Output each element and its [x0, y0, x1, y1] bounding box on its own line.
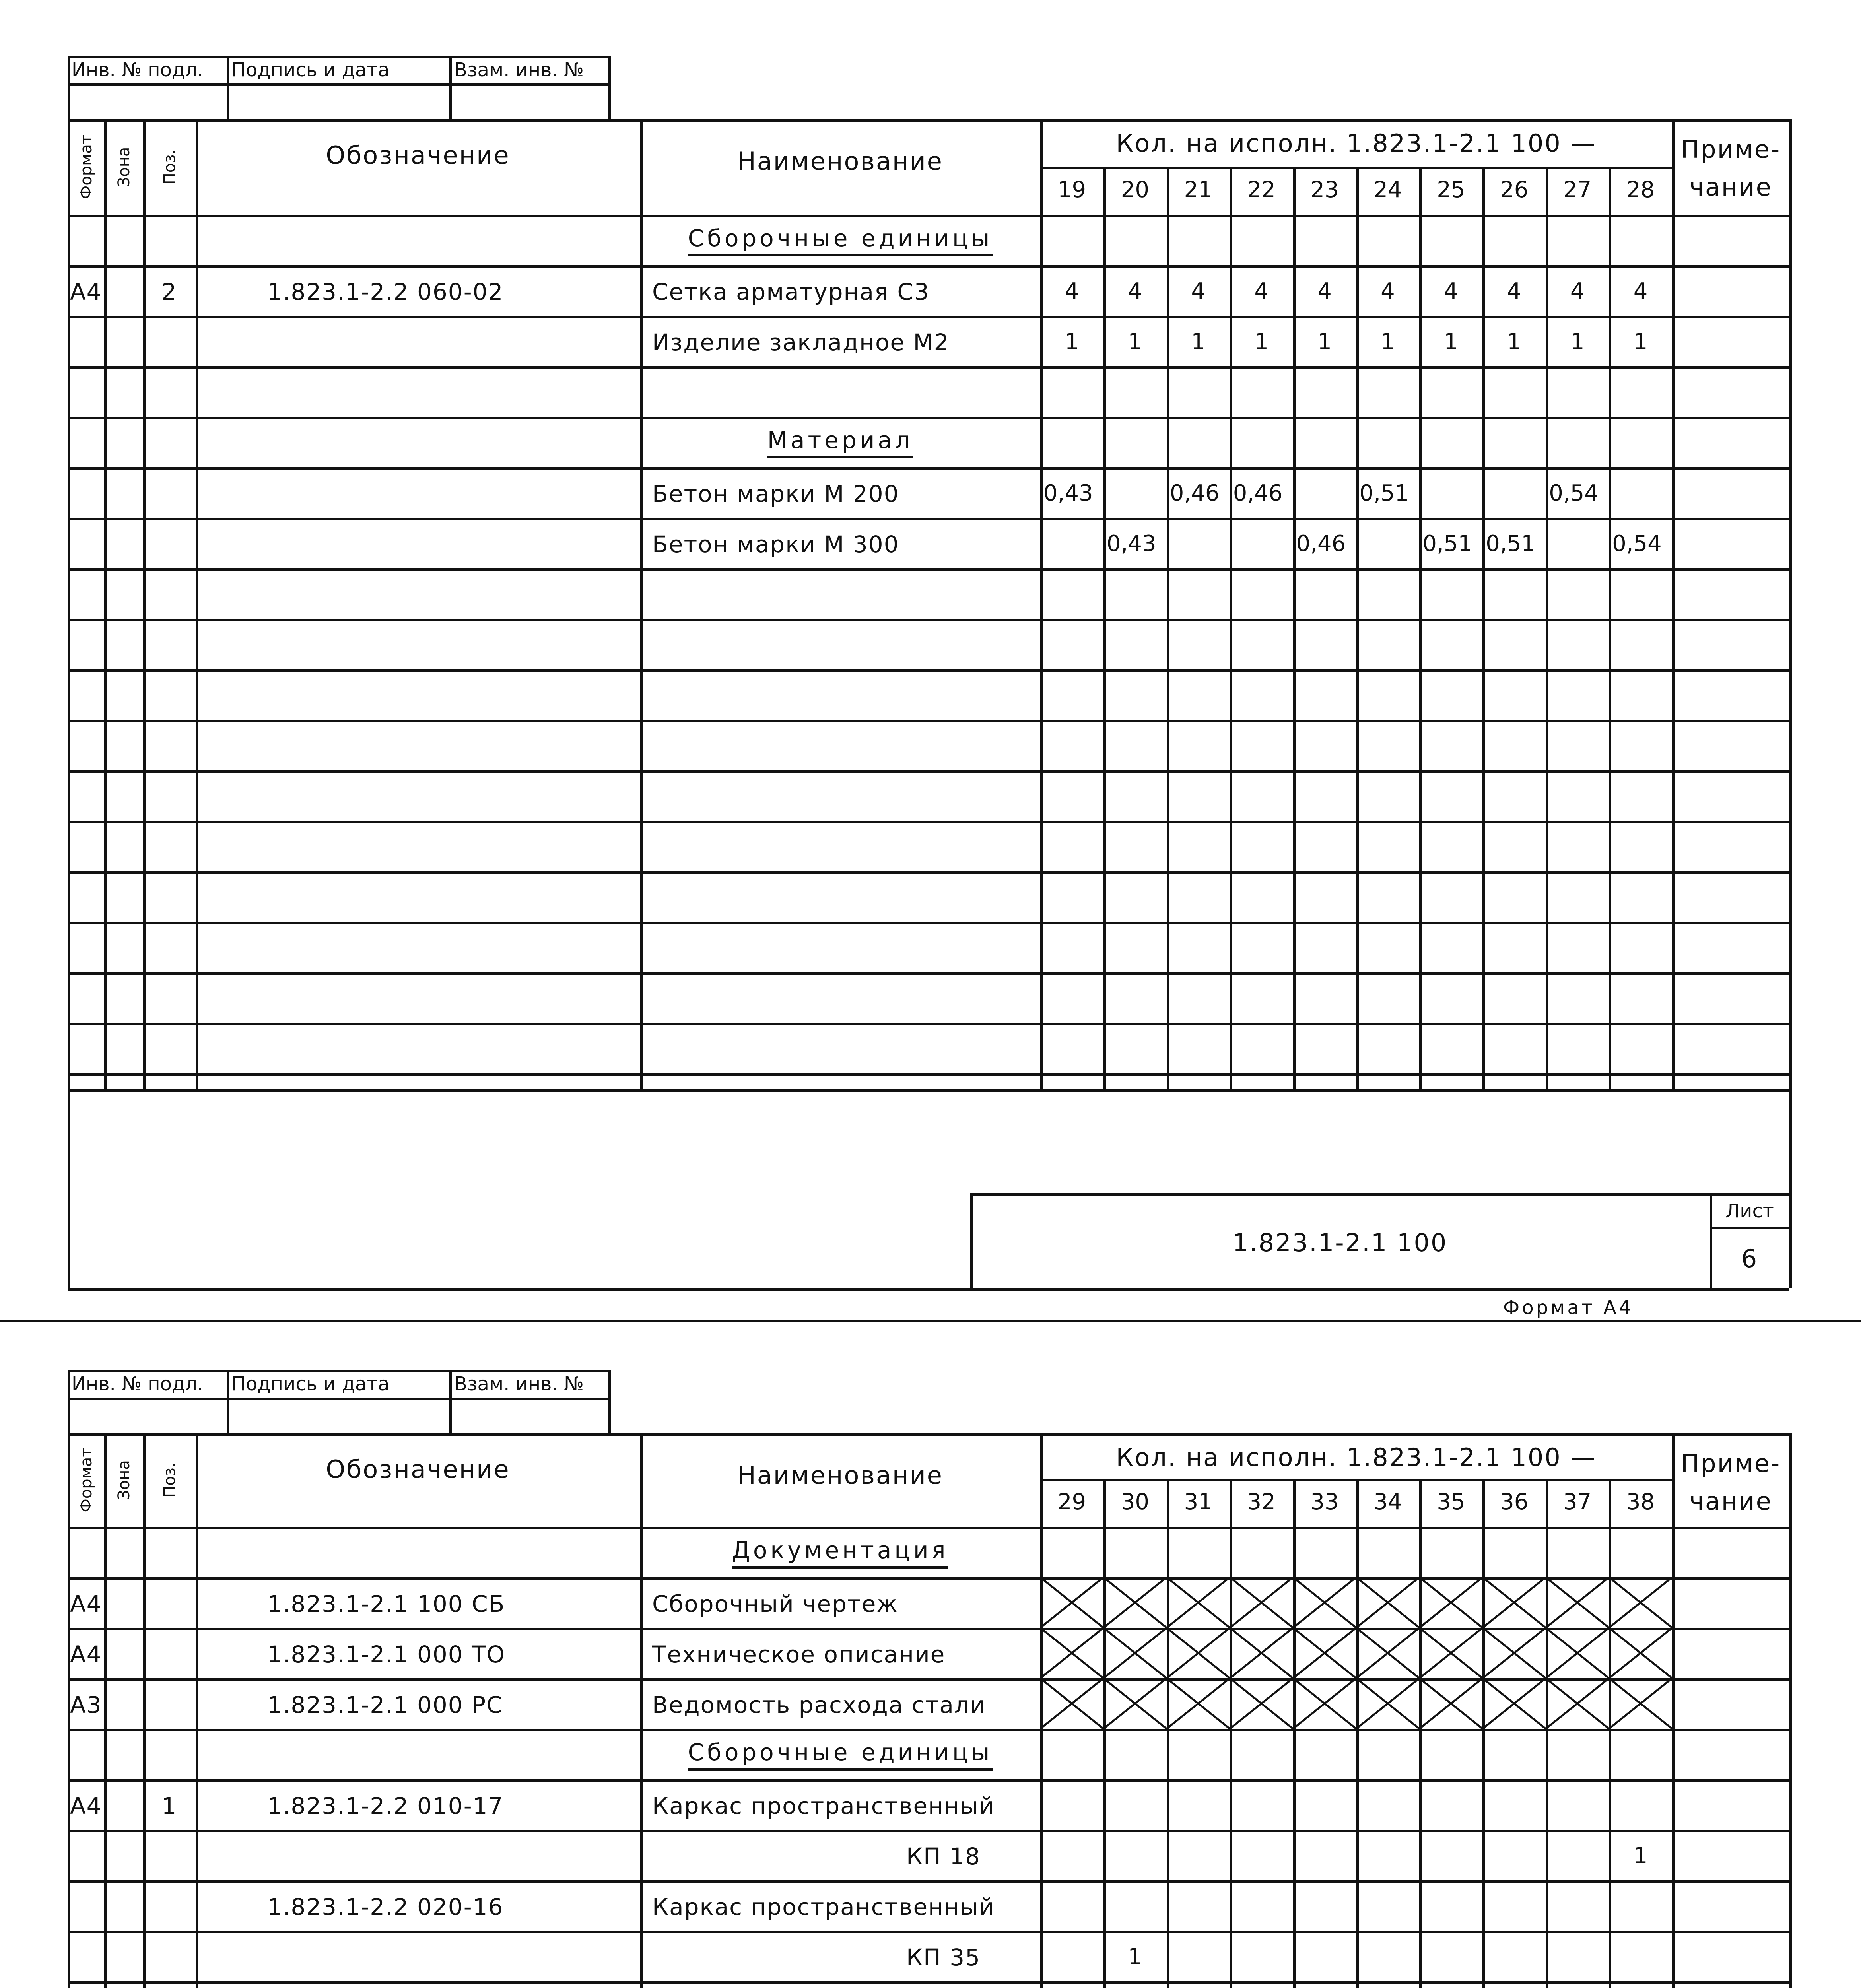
quantity-cell: 4 — [1633, 278, 1648, 304]
quantity-column-divider — [1356, 167, 1359, 1089]
quantity-cell: 1 — [1633, 329, 1648, 355]
zona-column-header: Зона — [115, 147, 133, 187]
quantity-cell: 0,51 — [1486, 531, 1535, 557]
quantity-cell: 0,54 — [1612, 531, 1662, 557]
table-row-rule — [68, 518, 1789, 520]
quantity-column-divider — [1167, 1479, 1169, 1988]
row-designation: 1.823.1-2.1 100 СБ — [267, 1590, 505, 1617]
quantity-cell: 0,51 — [1422, 531, 1472, 557]
row-name: Каркас пространственный — [652, 1792, 995, 1819]
quantity-column-divider — [1609, 1479, 1611, 1988]
execution-number-26: 26 — [1500, 177, 1529, 203]
oboznachenie-column-header: Обозначение — [326, 141, 510, 170]
quantity-cell: 4 — [1065, 278, 1079, 304]
quantity-cell: 4 — [1317, 278, 1332, 304]
podpis-data-label: Подпись и дата — [231, 1373, 390, 1395]
execution-number-28: 28 — [1626, 177, 1655, 203]
row-designation: 1.823.1-2.1 000 ТО — [267, 1641, 506, 1668]
row-name: Техническое описание — [652, 1641, 946, 1668]
primechanie-column-header: Приме- — [1680, 135, 1781, 164]
row-designation: 1.823.1-2.2 020-16 — [267, 1893, 504, 1920]
list-box-rule — [1710, 1227, 1789, 1229]
revision-block-border — [68, 56, 608, 58]
row-name: Сборочный чертеж — [652, 1590, 898, 1617]
quantity-cell: 1 — [1570, 329, 1585, 355]
execution-number-20: 20 — [1121, 177, 1149, 203]
table-row-rule — [68, 316, 1789, 318]
section-heading-text: Материал — [767, 427, 913, 458]
row-position: 1 — [161, 1792, 177, 1819]
quantity-cell: 1 — [1633, 1843, 1648, 1869]
row-name: Сетка арматурная С3 — [652, 278, 930, 305]
column-divider — [1040, 119, 1043, 1089]
kol-column-header: Кол. на исполн. 1.823.1-2.1 100 — — [1116, 1443, 1597, 1472]
execution-number-19: 19 — [1057, 177, 1086, 203]
quantity-cell: 1 — [1128, 1944, 1142, 1970]
revision-block-rule — [68, 83, 608, 86]
quantity-cell: 4 — [1444, 278, 1458, 304]
revision-block-divider — [227, 1370, 229, 1433]
inv-podl-label: Инв. № подл. — [72, 1373, 204, 1395]
execution-number-34: 34 — [1373, 1489, 1402, 1515]
revision-block-border — [68, 1370, 608, 1372]
quantity-cell: 4 — [1128, 278, 1142, 304]
execution-number-27: 27 — [1563, 177, 1592, 203]
primechanie-column-header-2: чание — [1689, 1487, 1772, 1516]
quantity-column-divider — [1293, 167, 1296, 1089]
column-divider — [143, 1433, 146, 1988]
execution-number-35: 35 — [1437, 1489, 1465, 1515]
quantity-cell: 4 — [1381, 278, 1395, 304]
execution-number-29: 29 — [1057, 1489, 1086, 1515]
column-divider — [196, 119, 198, 1089]
quantity-cell: 1 — [1507, 329, 1521, 355]
revision-block-divider — [68, 56, 70, 119]
table-body-bottom — [68, 1089, 1789, 1092]
sheet-frame-right — [1789, 1433, 1792, 1988]
crossed-out-quantities — [1040, 1628, 1672, 1678]
quantity-cell: 1 — [1317, 329, 1332, 355]
quantity-cell: 0,46 — [1233, 480, 1283, 506]
row-name: КП 35 — [906, 1944, 981, 1971]
revision-block-divider — [68, 1370, 70, 1433]
sheet-frame-top — [68, 1433, 1789, 1436]
revision-block-divider — [608, 1370, 611, 1433]
podpis-data-label: Подпись и дата — [231, 59, 390, 81]
column-divider — [1672, 1433, 1675, 1988]
table-row-rule — [68, 366, 1789, 369]
quantity-cell: 0,43 — [1106, 531, 1156, 557]
row-format: А4 — [70, 1641, 102, 1668]
quantity-cell: 1 — [1444, 329, 1458, 355]
primechanie-column-header: Приме- — [1680, 1449, 1781, 1478]
crossed-out-quantities — [1040, 1577, 1672, 1628]
stamp-top-border — [970, 1193, 1789, 1196]
section-heading — [648, 227, 1032, 250]
table-row-rule — [68, 1880, 1789, 1883]
table-row-rule — [68, 1023, 1789, 1025]
execution-number-22: 22 — [1247, 177, 1276, 203]
table-row-rule — [68, 1073, 1789, 1076]
column-divider — [640, 119, 643, 1089]
vzam-inv-label: Взам. инв. № — [454, 1373, 584, 1395]
row-format: А4 — [70, 1590, 102, 1617]
row-name: Бетон марки М 200 — [652, 480, 899, 507]
table-row-rule — [68, 669, 1789, 672]
row-designation: 1.823.1-2.2 010-17 — [267, 1792, 504, 1819]
row-designation: 1.823.1-2.2 060-02 — [267, 278, 504, 305]
row-format: А3 — [70, 1691, 102, 1718]
execution-number-32: 32 — [1247, 1489, 1276, 1515]
crossed-out-quantities — [1040, 1678, 1672, 1729]
table-row-rule — [68, 417, 1789, 419]
quantity-cell: 0,51 — [1359, 480, 1409, 506]
revision-block-divider — [608, 56, 611, 119]
format-label: Формат А4 — [1503, 1297, 1634, 1319]
section-heading-text: Сборочные единицы — [688, 1739, 993, 1771]
quantity-cell: 0,54 — [1549, 480, 1599, 506]
stamp-document-code: 1.823.1-2.1 100 — [1232, 1228, 1448, 1257]
quantity-cell: 0,46 — [1169, 480, 1220, 506]
execution-number-25: 25 — [1437, 177, 1465, 203]
table-row-rule — [68, 568, 1789, 571]
row-position: 2 — [161, 278, 177, 305]
revision-block-rule — [68, 1398, 608, 1400]
table-row-rule — [68, 1779, 1789, 1782]
section-heading — [648, 1741, 1032, 1764]
quantity-cell: 1 — [1065, 329, 1079, 355]
quantity-cell: 4 — [1254, 278, 1269, 304]
quantity-column-divider — [1482, 167, 1485, 1089]
quantity-column-divider — [1356, 1479, 1359, 1988]
execution-number-33: 33 — [1310, 1489, 1339, 1515]
quantity-cell: 1 — [1128, 329, 1142, 355]
quantity-column-divider — [1419, 167, 1422, 1089]
table-row-rule — [68, 1830, 1789, 1832]
table-row-rule — [68, 922, 1789, 924]
quantity-column-divider — [1546, 1479, 1548, 1988]
execution-number-38: 38 — [1626, 1489, 1655, 1515]
column-divider — [1672, 119, 1675, 1089]
table-row-rule — [68, 770, 1789, 773]
quantity-cell: 4 — [1570, 278, 1585, 304]
execution-number-37: 37 — [1563, 1489, 1592, 1515]
table-row-rule — [68, 871, 1789, 874]
quantity-column-divider — [1103, 167, 1106, 1089]
revision-block-divider — [449, 1370, 452, 1433]
quantity-column-divider — [1546, 167, 1548, 1089]
quantity-cell: 1 — [1191, 329, 1206, 355]
poz-column-header: Поз. — [161, 149, 179, 185]
row-name: Изделие закладное М2 — [652, 329, 950, 356]
poz-column-header: Поз. — [161, 1462, 179, 1498]
column-divider — [640, 1433, 643, 1988]
row-name: Ведомость расхода стали — [652, 1691, 986, 1718]
execution-number-31: 31 — [1184, 1489, 1212, 1515]
quantity-column-divider — [1103, 1479, 1106, 1988]
quantity-column-divider — [1419, 1479, 1422, 1988]
row-name: КП 18 — [906, 1843, 981, 1870]
naimenovanie-column-header: Наименование — [737, 1461, 943, 1490]
section-heading — [648, 429, 1032, 452]
sheet-frame-right — [1789, 119, 1792, 1288]
execution-number-23: 23 — [1310, 177, 1339, 203]
oboznachenie-column-header: Обозначение — [326, 1455, 510, 1484]
header-bottom-rule — [68, 215, 1789, 217]
execution-number-21: 21 — [1184, 177, 1212, 203]
inv-podl-label: Инв. № подл. — [72, 59, 204, 81]
row-name: Каркас пространственный — [652, 1893, 995, 1920]
quantity-column-divider — [1609, 167, 1611, 1089]
quantity-cell: 0,46 — [1296, 531, 1346, 557]
quantity-column-divider — [1482, 1479, 1485, 1988]
table-row-rule — [68, 1981, 1789, 1984]
revision-block-divider — [449, 56, 452, 119]
header-bottom-rule — [68, 1527, 1789, 1529]
sheet-frame-top — [68, 119, 1789, 122]
row-format: А4 — [70, 278, 102, 305]
table-row-rule — [68, 265, 1789, 268]
table-row-rule — [68, 720, 1789, 722]
quantity-cell: 0,43 — [1043, 480, 1093, 506]
format-column-header: Формат — [77, 1448, 95, 1512]
zona-column-header: Зона — [115, 1460, 133, 1500]
list-number: 6 — [1741, 1244, 1758, 1273]
section-heading-text: Сборочные единицы — [688, 225, 993, 256]
table-row-rule — [68, 1729, 1789, 1731]
naimenovanie-column-header: Наименование — [737, 147, 943, 176]
quantity-cell: 4 — [1507, 278, 1521, 304]
primechanie-column-header-2: чание — [1689, 173, 1772, 202]
quantity-cell: 1 — [1254, 329, 1269, 355]
table-row-rule — [68, 1931, 1789, 1933]
revision-block-divider — [227, 56, 229, 119]
sheet-frame-bottom — [68, 1288, 1789, 1291]
table-row-rule — [68, 619, 1789, 621]
section-heading — [648, 1539, 1032, 1562]
column-divider — [104, 119, 107, 1089]
quantity-column-divider — [1293, 1479, 1296, 1988]
format-column-header: Формат — [77, 134, 95, 200]
row-format: А4 — [70, 1792, 102, 1819]
quantity-column-divider — [1230, 1479, 1232, 1988]
quantity-column-divider — [1167, 167, 1169, 1089]
quantity-column-divider — [1230, 167, 1232, 1089]
kol-column-header: Кол. на исполн. 1.823.1-2.1 100 — — [1116, 129, 1597, 158]
list-label: Лист — [1725, 1200, 1774, 1222]
page-separator — [0, 1320, 1861, 1322]
column-divider — [196, 1433, 198, 1988]
vzam-inv-label: Взам. инв. № — [454, 59, 584, 81]
row-designation: 1.823.1-2.1 000 РС — [267, 1691, 503, 1718]
execution-number-24: 24 — [1373, 177, 1402, 203]
table-row-rule — [68, 972, 1789, 975]
table-row-rule — [68, 821, 1789, 823]
section-heading-text: Документация — [732, 1537, 949, 1569]
quantity-cell: 4 — [1191, 278, 1206, 304]
execution-number-30: 30 — [1121, 1489, 1149, 1515]
row-name: Бетон марки М 300 — [652, 531, 899, 558]
quantity-cell: 1 — [1381, 329, 1395, 355]
column-divider — [143, 119, 146, 1089]
execution-number-36: 36 — [1500, 1489, 1529, 1515]
table-row-rule — [68, 467, 1789, 470]
